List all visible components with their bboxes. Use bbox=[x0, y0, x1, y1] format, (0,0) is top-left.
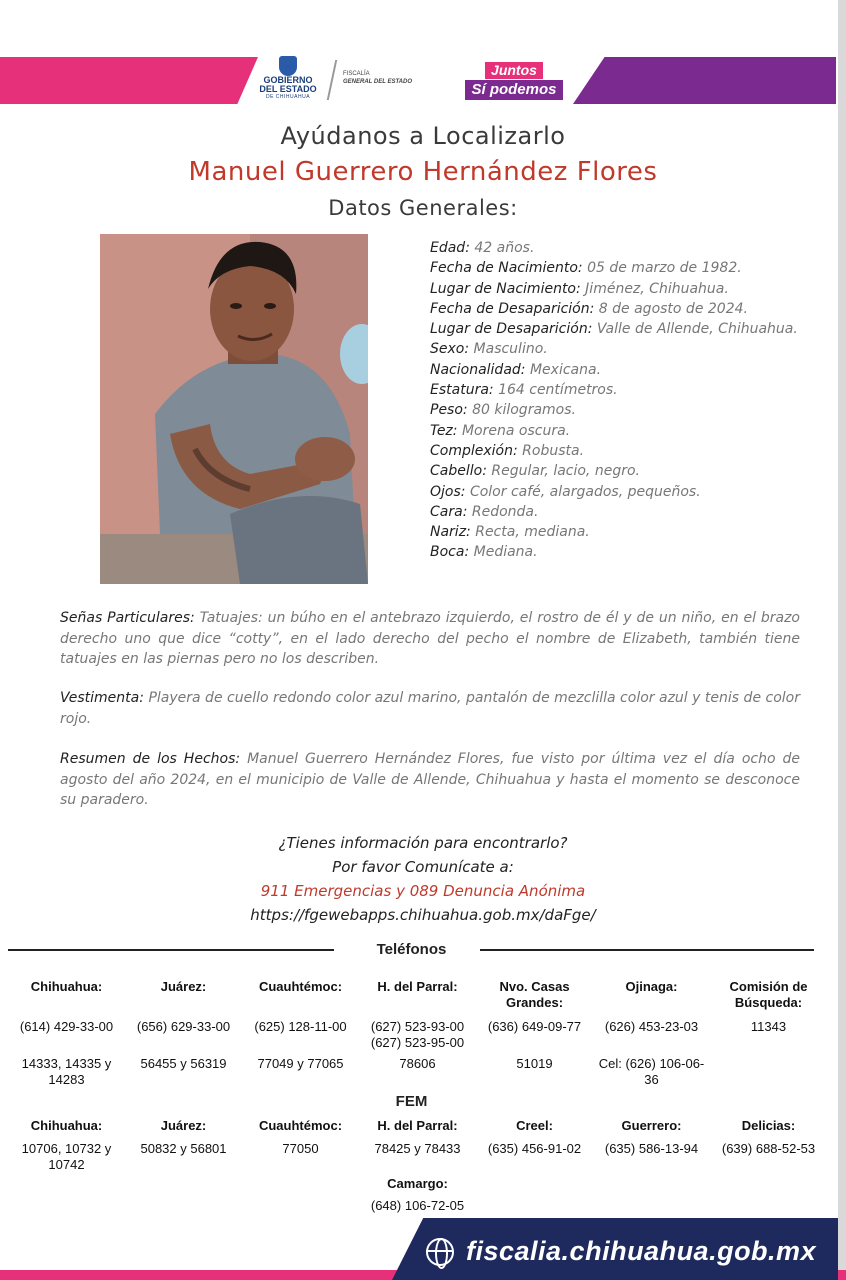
juntos-logo bbox=[455, 60, 573, 104]
contact-url-link[interactable]: https://fgewebapps.chihuahua.gob.mx/daFge/ bbox=[250, 906, 596, 924]
footer-url-link[interactable]: fiscalia.chihuahua.gob.mx bbox=[466, 1236, 817, 1266]
field-value: Redonda. bbox=[471, 503, 539, 520]
person-photo bbox=[100, 234, 368, 584]
header-cell: Comisión de Búsqueda: bbox=[729, 979, 808, 1010]
field-complexion bbox=[430, 441, 810, 461]
phone-cell: (636) 649-09-77 bbox=[487, 1019, 582, 1034]
header-cell: Juárez: bbox=[160, 979, 207, 994]
gob-line2: DEL ESTADO bbox=[259, 84, 317, 94]
field-value: Robusta. bbox=[522, 442, 585, 459]
vestimenta-text: Playera de cuello redondo color azul marino, pantalón de mezclilla color azul y tenis de color rojo. bbox=[60, 690, 800, 727]
section-subtitle: Datos Generales: bbox=[328, 196, 518, 220]
field-label: Edad: bbox=[430, 240, 470, 256]
field-estatura bbox=[430, 380, 810, 400]
header-cell: Ojinaga: bbox=[625, 979, 678, 994]
field-value: Valle de Allende, Chihuahua. bbox=[596, 321, 798, 338]
phone-cell: 56455 y 56319 bbox=[140, 1056, 227, 1071]
fem-header-row bbox=[8, 1118, 828, 1134]
phone-cell: (656) 629-33-00 bbox=[136, 1019, 231, 1034]
telefonos-row bbox=[8, 1019, 828, 1051]
phone-cell: 11343 bbox=[750, 1019, 787, 1034]
field-cara bbox=[430, 502, 810, 522]
field-cabello bbox=[430, 461, 810, 481]
header-cell: Creel: bbox=[516, 1118, 553, 1133]
resumen-label: Resumen de los Hechos: bbox=[60, 751, 241, 767]
header-cell: Juárez: bbox=[160, 1118, 207, 1133]
header-cell: Cuauhtémoc: bbox=[258, 979, 343, 994]
telefonos-title: Teléfonos bbox=[376, 941, 447, 958]
globe-icon bbox=[426, 1238, 454, 1266]
field-value: 42 años. bbox=[474, 240, 535, 256]
logo-divider bbox=[327, 60, 338, 100]
field-boca bbox=[430, 542, 810, 562]
field-label: Ojos: bbox=[430, 483, 466, 500]
gobierno-logo bbox=[252, 56, 324, 108]
field-label: Tez: bbox=[430, 422, 458, 439]
field-label: Cara: bbox=[430, 503, 468, 520]
resumen-hechos bbox=[60, 749, 800, 811]
header-cell: Chihuahua: bbox=[30, 1118, 103, 1133]
header-band-pink bbox=[0, 57, 258, 104]
field-peso bbox=[430, 400, 810, 420]
field-fecha-desaparicion bbox=[430, 299, 810, 319]
field-value: 164 centímetros. bbox=[498, 382, 618, 399]
contact-question: ¿Tienes información para encontrarlo? bbox=[278, 834, 568, 852]
header-cell: Nvo. Casas Grandes: bbox=[499, 979, 570, 1010]
phone-cell: 78606 bbox=[399, 1056, 436, 1071]
phone-cell: (648) 106-72-05 bbox=[370, 1198, 465, 1213]
vestimenta bbox=[60, 688, 800, 729]
phone-cell: (635) 586-13-94 bbox=[604, 1141, 699, 1156]
senas-label: Señas Particulares: bbox=[60, 610, 195, 626]
header-cell: Delicias: bbox=[741, 1118, 796, 1133]
fiscalia-logo bbox=[343, 70, 412, 86]
fiscalia-line2: GENERAL DEL ESTADO bbox=[343, 79, 413, 85]
header-cell: Cuauhtémoc: bbox=[258, 1118, 343, 1133]
phone-cell: 51019 bbox=[516, 1056, 553, 1071]
fem-row bbox=[8, 1141, 828, 1173]
divider-right bbox=[480, 949, 814, 951]
senas-text: Tatuajes: un búho en el antebrazo izquierdo, el rostro de él y de un niño, en el brazo derecho uno que dice “cotty”, en el lado derecho del pecho el nombre de Elizabeth, también tiene tatuajes en las piernas pero no los describen. bbox=[60, 610, 800, 667]
field-value: 8 de agosto de 2024. bbox=[598, 300, 748, 317]
phone-cell: 77049 y 77065 bbox=[257, 1056, 344, 1071]
phone-cell bbox=[710, 1056, 827, 1088]
field-lugar-nacimiento bbox=[430, 279, 810, 299]
telefonos-row bbox=[8, 1056, 828, 1088]
contact-emergency: 911 Emergencias y 089 Denuncia Anónima bbox=[260, 882, 586, 900]
field-label: Peso: bbox=[430, 402, 468, 419]
field-label: Estatura: bbox=[430, 382, 494, 399]
page-title: Ayúdanos a Localizarlo bbox=[280, 122, 566, 150]
field-label: Boca: bbox=[430, 544, 470, 561]
field-nariz bbox=[430, 522, 810, 542]
header-cell: H. del Parral: bbox=[377, 979, 458, 994]
phone-cell: 78425 y 78433 bbox=[374, 1141, 461, 1156]
fiscalia-line1: FISCALÍA bbox=[343, 71, 370, 77]
coat-of-arms-icon bbox=[279, 56, 297, 76]
field-value: 05 de marzo de 1982. bbox=[587, 260, 742, 277]
field-label: Lugar de Nacimiento: bbox=[430, 280, 581, 297]
vestimenta-label: Vestimenta: bbox=[60, 690, 144, 706]
field-label: Fecha de Desaparición: bbox=[430, 300, 595, 317]
field-label: Nacionalidad: bbox=[430, 361, 526, 378]
juntos-line1: Juntos bbox=[485, 62, 543, 79]
juntos-line2: Sí podemos bbox=[465, 80, 562, 100]
gob-line3: DE CHIHUAHUA bbox=[265, 94, 311, 100]
field-value: Regular, lacio, negro. bbox=[491, 463, 640, 480]
resumen-text: Manuel Guerrero Hernández Flores, fue visto por última vez el día ocho de agosto del año 2024, en el municipio de Valle de Allende, Chihuahua y hasta el momento se desconoce su paradero. bbox=[60, 751, 801, 808]
phone-cell: 10706, 10732 y 10742 bbox=[21, 1141, 112, 1172]
phone-cell: (614) 429-33-00 bbox=[19, 1019, 114, 1034]
field-value: Jiménez, Chihuahua. bbox=[585, 280, 729, 297]
field-label: Fecha de Nacimiento: bbox=[430, 260, 583, 277]
field-value: Recta, mediana. bbox=[475, 524, 590, 541]
field-value: Color café, alargados, pequeños. bbox=[469, 483, 701, 500]
header-cell: Guerrero: bbox=[621, 1118, 682, 1133]
field-label: Nariz: bbox=[430, 524, 471, 541]
contact-please: Por favor Comunícate a: bbox=[332, 858, 514, 876]
header-cell: Camargo: bbox=[387, 1176, 448, 1191]
fem-title: FEM bbox=[395, 1093, 428, 1110]
field-label: Sexo: bbox=[430, 341, 470, 358]
field-lugar-desaparicion bbox=[430, 319, 810, 339]
field-edad bbox=[430, 238, 810, 258]
camargo-value-row bbox=[359, 1198, 476, 1214]
field-ojos bbox=[430, 482, 810, 502]
gob-line1: GOBIERNO bbox=[263, 75, 313, 85]
phone-cell: (639) 688-52-53 bbox=[721, 1141, 816, 1156]
phone-cell: (635) 456-91-02 bbox=[487, 1141, 582, 1156]
person-name: Manuel Guerrero Hernández Flores bbox=[188, 157, 658, 187]
telefonos-header-row bbox=[8, 979, 828, 1011]
field-label: Complexión: bbox=[430, 442, 518, 459]
general-data-list bbox=[430, 238, 810, 563]
field-value: Mediana. bbox=[473, 544, 538, 561]
phone-cell: Cel: (626) 106-06-36 bbox=[598, 1056, 705, 1087]
field-tez bbox=[430, 421, 810, 441]
field-value: Mexicana. bbox=[529, 361, 602, 378]
field-label: Lugar de Desaparición: bbox=[430, 321, 593, 338]
phone-cell: (625) 128-11-00 bbox=[254, 1019, 347, 1034]
header-cell: H. del Parral: bbox=[377, 1118, 458, 1133]
field-value: Morena oscura. bbox=[461, 422, 571, 439]
phone-cell: (627) 523-93-00 (627) 523-95-00 bbox=[370, 1019, 465, 1050]
field-value: 80 kilogramos. bbox=[472, 402, 576, 419]
divider-left bbox=[8, 949, 334, 951]
phone-cell: 77050 bbox=[282, 1141, 319, 1156]
field-value: Masculino. bbox=[473, 341, 548, 358]
header-band-purple bbox=[573, 57, 836, 104]
field-label: Cabello: bbox=[430, 463, 487, 480]
phone-cell: (626) 453-23-03 bbox=[604, 1019, 699, 1034]
header-cell: Chihuahua: bbox=[30, 979, 103, 994]
phone-cell: 50832 y 56801 bbox=[140, 1141, 227, 1156]
page-edge bbox=[838, 0, 846, 1280]
field-fecha-nacimiento bbox=[430, 258, 810, 278]
camargo-label-row bbox=[359, 1176, 476, 1192]
field-nacionalidad bbox=[430, 360, 810, 380]
phone-cell: 14333, 14335 y 14283 bbox=[21, 1056, 112, 1087]
senas-particulares bbox=[60, 608, 800, 670]
field-sexo bbox=[430, 339, 810, 359]
